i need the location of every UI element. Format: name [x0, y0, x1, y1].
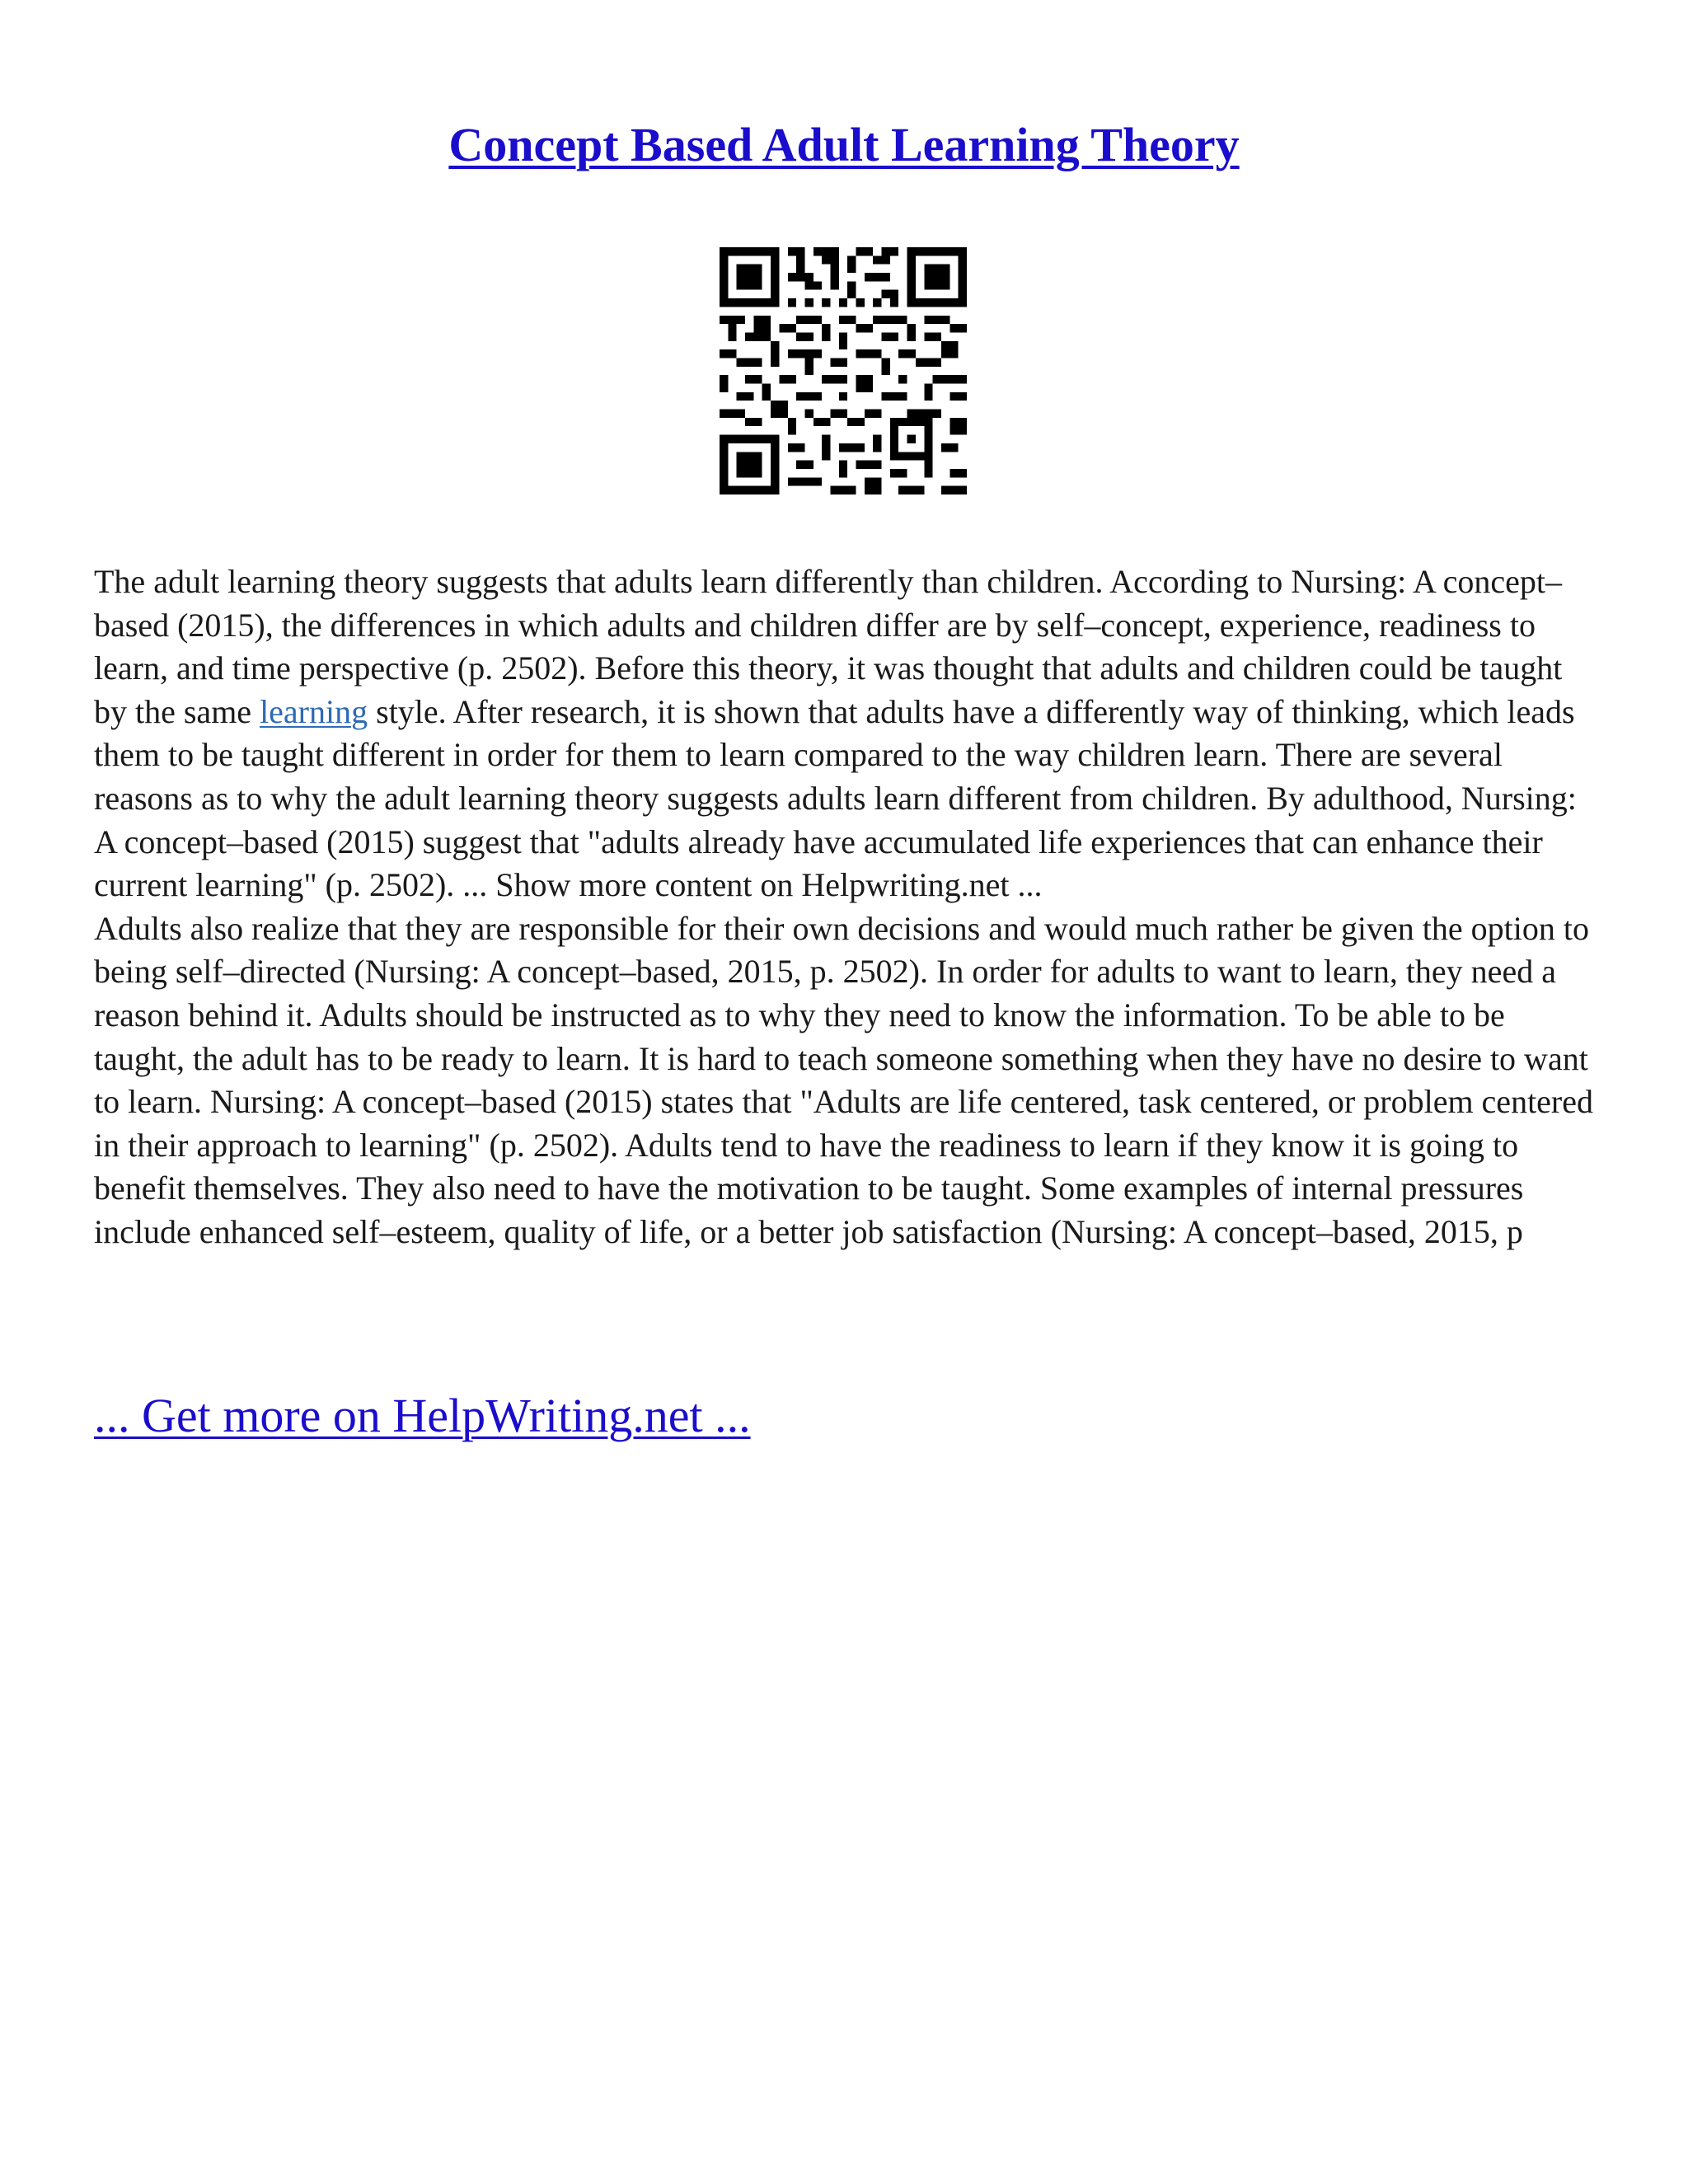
paragraph-1-part-2: style. After research, it is shown that adults have a differently way of thinking, which leads them to be taught different in order for them to learn compared to the way children learn. There are several reasons as to why the adult learning theory suggests adults learn different from children. By adulthood, Nursing: A concept–based (2015) suggest that "adults already have accumulated life experiences that can enhance their current learning" (p. 2502). ... Show more content on Helpwriting.net ... — [94, 692, 1577, 904]
article-body — [94, 560, 1602, 1254]
learning-link[interactable]: learning — [260, 692, 368, 730]
paragraph-1 — [94, 560, 1602, 907]
paragraph-1-part-1: The adult learning theory suggests that adults learn differently than children. According to Nursing: A concept–based (2015), the differences in which adults and children differ are by self–concept, experience, readiness to learn, and time perspective (p. 2502). Before this theory, it was thought that adults and children could be taught by the same — [94, 563, 1563, 730]
paragraph-2: Adults also realize that they are responsible for their own decisions and would much rather be given the option to being self–directed (Nursing: A concept–based, 2015, p. 2502). In order for adults to want to learn, they need a reason behind it. Adults should be instructed as to why they need to know the information. To be able to be taught, the adult has to be ready to learn. It is hard to teach someone something when they have no desire to want to learn. Nursing: A concept–based (2015) states that "Adults are life centered, task centered, or problem centered in their approach to learning" (p. 2502). Adults tend to have the readiness to learn if they know it is going to benefit themselves. They also need to have the motivation to be taught. Some examples of internal pressures include enhanced self–esteem, quality of life, or a better job satisfaction (Nursing: A concept–based, 2015, p — [94, 909, 1594, 1250]
page-title — [0, 114, 1688, 176]
get-more-link[interactable]: ... Get more on HelpWriting.net ... — [94, 1389, 751, 1442]
get-more-cta — [94, 1385, 751, 1447]
title-link[interactable]: Concept Based Adult Learning Theory — [448, 118, 1240, 171]
qr-code-icon — [720, 247, 967, 494]
